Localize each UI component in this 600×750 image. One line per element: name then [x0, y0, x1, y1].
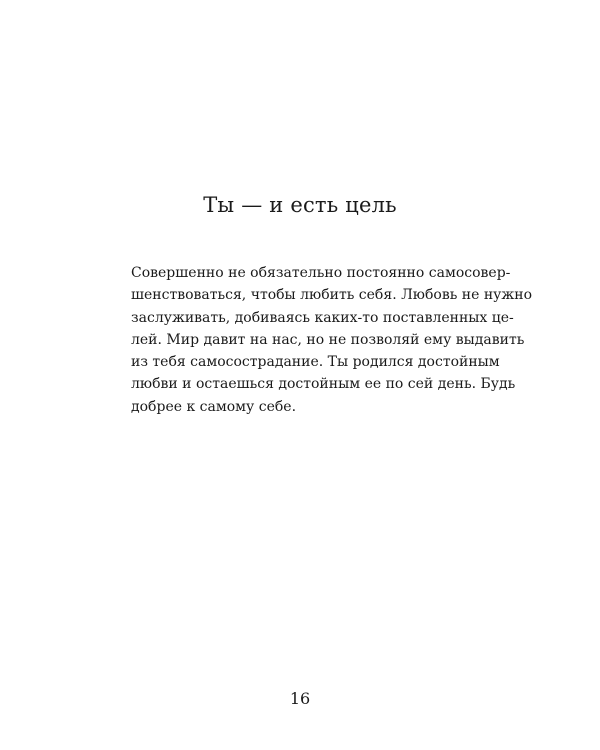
chapter-title: Ты — и есть цель [203, 193, 397, 217]
body-line: добрее к самому себе. [131, 398, 297, 415]
body-line: шенствоваться, чтобы любить себя. Любовь не нужно [131, 287, 533, 304]
body-line: заслуживать, добиваясь каких-то поставленных це- [131, 309, 514, 326]
body-line: лей. Мир давит на нас, но не позволяй ему выдавить [131, 331, 525, 348]
body-paragraph [131, 262, 533, 418]
body-line: любви и остаешься достойным ее по сей день. Будь [131, 376, 516, 393]
body-line: Совершенно не обязательно постоянно самосовер- [131, 265, 511, 281]
page-number: 16 [289, 689, 311, 708]
body-line: из тебя самосострадание. Ты родился достойным [131, 354, 500, 371]
